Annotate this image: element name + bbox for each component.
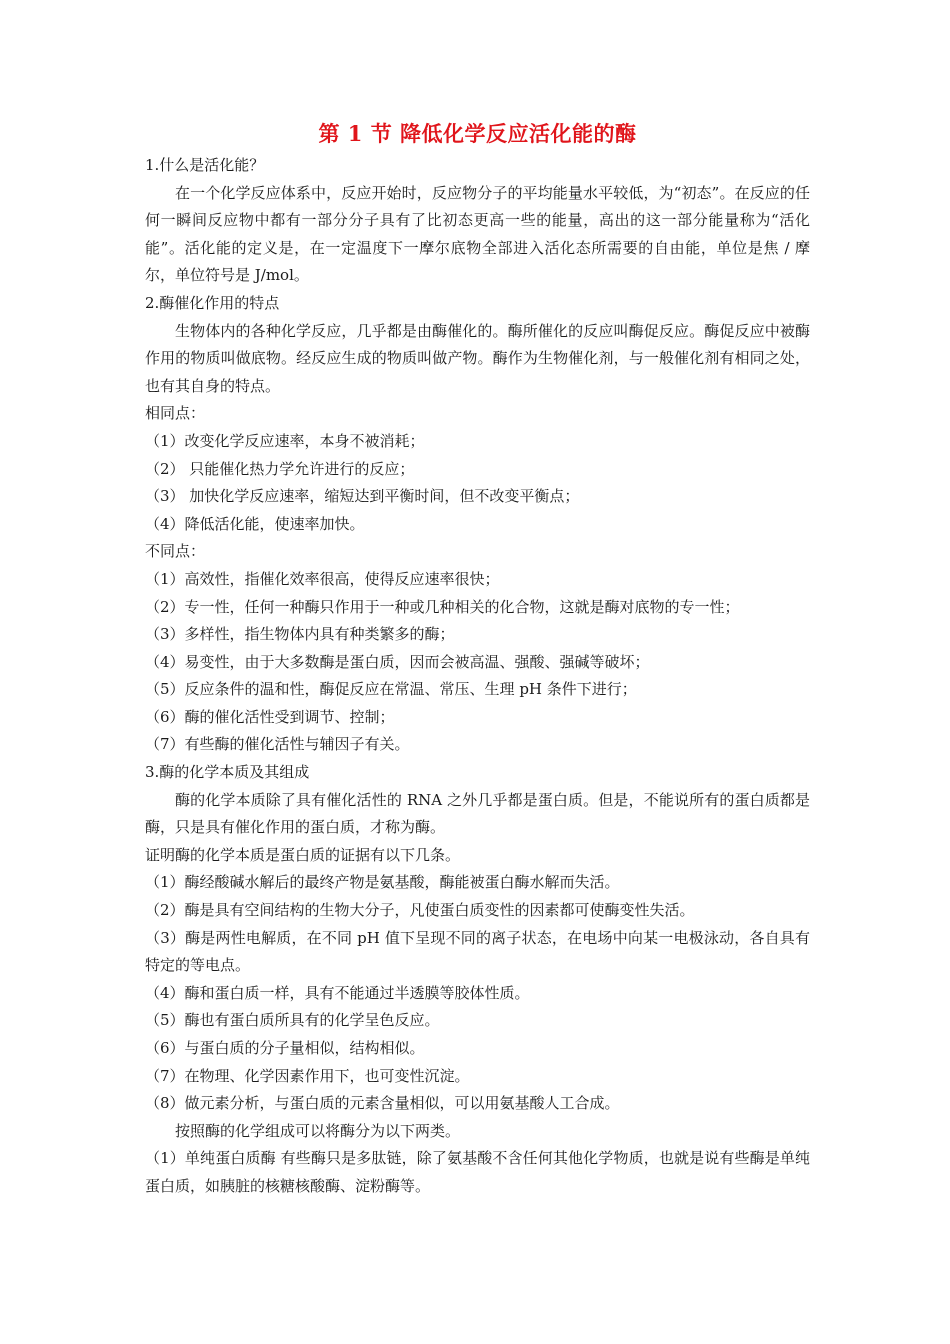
paragraph: （3）多样性，指生物体内具有种类繁多的酶； [145, 625, 455, 644]
paragraph: 2.酶催化作用的特点 [145, 293, 280, 312]
document-page [145, 118, 810, 1201]
paragraph: （1）高效性，指催化效率很高，使得反应速率很快； [145, 569, 500, 588]
paragraph: 在一个化学反应体系中，反应开始时，反应物分子的平均能量水平较低，为“初态”。在反应的任何一瞬间反应物中都有一部分分子具有了比初态更高一些的能量，高出的这一部分能量称为“活化能”。活化能的定义是，在一定温度下一摩尔底物全部进入活化态所需要的自由能，单位是焦 / 摩尔，单位符号是 J/mol。 [145, 183, 810, 285]
paragraph: （4）酶和蛋白质一样，具有不能通过半透膜等胶体性质。 [145, 983, 530, 1002]
paragraph: （8）做元素分析，与蛋白质的元素含量相似，可以用氨基酸人工合成。 [145, 1094, 620, 1113]
paragraph: 证明酶的化学本质是蛋白质的证据有以下几条。 [145, 845, 461, 864]
document-body [145, 152, 810, 1201]
paragraph: （2）专一性，任何一种酶只作用于一种或几种相关的化合物，这就是酶对底物的专一性； [145, 597, 740, 616]
document-title: 第 1 节 降低化学反应活化能的酶 [318, 121, 637, 146]
paragraph: （7）有些酶的催化活性与辅因子有关。 [145, 735, 410, 754]
paragraph: 3.酶的化学本质及其组成 [145, 763, 310, 782]
paragraph: （7）在物理、化学因素作用下，也可变性沉淀。 [145, 1066, 470, 1085]
paragraph: （1）改变化学反应速率，本身不被消耗； [145, 431, 425, 450]
paragraph: 相同点： [145, 404, 206, 423]
paragraph: （5）反应条件的温和性，酶促反应在常温、常压、生理 pH 条件下进行； [145, 680, 637, 699]
paragraph: （5）酶也有蛋白质所具有的化学呈色反应。 [145, 1011, 440, 1030]
paragraph: （1）单纯蛋白质酶 有些酶只是多肽链，除了氨基酸不含任何其他化学物质，也就是说有些酶是单纯蛋白质，如胰脏的核糖核酸酶、淀粉酶等。 [145, 1149, 810, 1195]
paragraph: （4）降低活化能，使速率加快。 [145, 514, 365, 533]
paragraph: 生物体内的各种化学反应，几乎都是由酶催化的。酶所催化的反应叫酶促反应。酶促反应中被酶作用的物质叫做底物。经反应生成的物质叫做产物。酶作为生物催化剂，与一般催化剂有相同之处，也有其自身的特点。 [145, 321, 810, 395]
paragraph: （6）与蛋白质的分子量相似，结构相似。 [145, 1039, 425, 1057]
paragraph: 1.什么是活化能？ [145, 156, 265, 174]
paragraph: （2）酶是具有空间结构的生物大分子，凡使蛋白质变性的因素都可使酶变性失活。 [145, 901, 695, 920]
paragraph: （2） 只能催化热力学允许进行的反应； [145, 459, 415, 478]
paragraph: 酶的化学本质除了具有催化活性的 RNA 之外几乎都是蛋白质。但是，不能说所有的蛋白质都是酶，只是具有催化作用的蛋白质，才称为酶。 [145, 790, 810, 837]
paragraph: （6）酶的催化活性受到调节、控制； [145, 707, 395, 726]
paragraph: 不同点： [145, 542, 206, 561]
paragraph: （4）易变性，由于大多数酶是蛋白质，因而会被高温、强酸、强碱等破坏； [145, 652, 650, 671]
paragraph: 按照酶的化学组成可以将酶分为以下两类。 [175, 1121, 461, 1140]
paragraph: （1）酶经酸碱水解后的最终产物是氨基酸，酶能被蛋白酶水解而失活。 [145, 873, 620, 892]
paragraph: （3） 加快化学反应速率，缩短达到平衡时间，但不改变平衡点； [145, 487, 580, 506]
paragraph: （3）酶是两性电解质，在不同 pH 值下呈现不同的离子状态，在电场中向某一电极泳动，各自具有特定的等电点。 [145, 928, 810, 975]
